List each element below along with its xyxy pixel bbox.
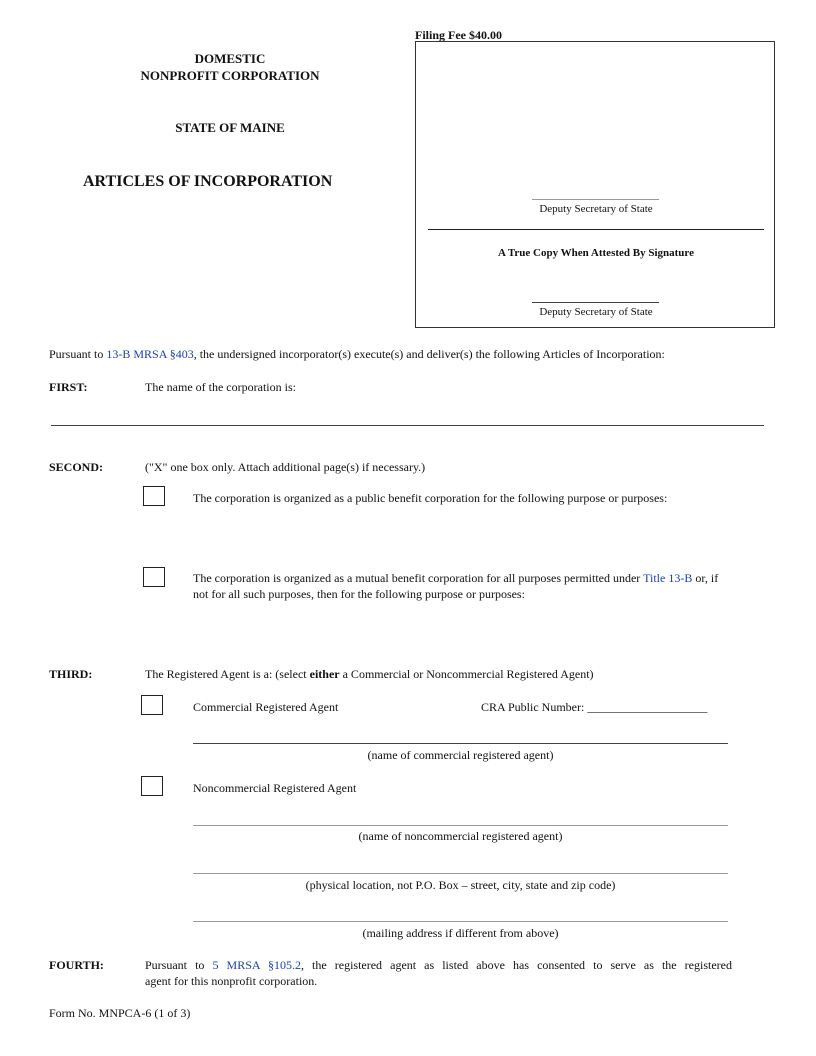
filing-fee: Filing Fee $40.00 [415, 28, 502, 42]
header-nonprofit-corporation: NONPROFIT CORPORATION [140, 68, 320, 83]
title-13b-link[interactable]: Title 13-B [643, 571, 693, 585]
first-label: FIRST: [49, 380, 88, 394]
cra-public-number-label: CRA Public Number: [481, 700, 588, 714]
intro-paragraph [49, 346, 665, 362]
noncommercial-agent-checkbox[interactable] [141, 776, 163, 796]
mutual-benefit-text-end: or, if [692, 571, 719, 585]
filing-stamp-box [415, 41, 775, 328]
third-instruction-either: either [309, 667, 340, 681]
first-text: The name of the corporation is: [145, 380, 296, 394]
signature-label-2: Deputy Secretary of State [539, 306, 653, 318]
second-instruction: ("X" one box only. Attach additional page(s) if necessary.) [145, 460, 426, 474]
second-label: SECOND: [49, 460, 104, 474]
third-instruction-end: a Commercial or Noncommercial Registered Agent) [339, 667, 594, 681]
box-divider [428, 229, 764, 230]
cra-public-number-field[interactable]: ____________________ [587, 700, 708, 714]
intro-prefix: Pursuant to [49, 347, 107, 361]
third-instruction-start: The Registered Agent is a: (select [145, 667, 310, 681]
signature-line-1 [532, 199, 659, 200]
mutual-benefit-text [193, 570, 718, 586]
page-title: ARTICLES OF INCORPORATION [83, 173, 333, 190]
third-instruction [145, 666, 594, 682]
mutual-benefit-text-line2: not for all such purposes, then for the following purpose or purposes: [193, 587, 525, 601]
noncommercial-agent-label: Noncommercial Registered Agent [193, 781, 357, 795]
attest-text: A True Copy When Attested By Signature [498, 247, 694, 259]
cra-public-number [481, 699, 707, 715]
fourth-text-end: , the registered agent as listed above has consented to serve as the registered [300, 958, 732, 972]
public-benefit-text: The corporation is organized as a public benefit corporation for the following purpose or purposes: [193, 491, 668, 505]
form-number: Form No. MNPCA-6 (1 of 3) [49, 1006, 191, 1020]
commercial-agent-checkbox[interactable] [141, 695, 163, 715]
signature-label-1: Deputy Secretary of State [539, 203, 653, 215]
physical-location-field[interactable] [193, 873, 728, 874]
commercial-agent-name-field[interactable] [193, 743, 728, 744]
signature-line-2 [532, 302, 659, 303]
third-label: THIRD: [49, 667, 93, 681]
noncommercial-agent-name-field[interactable] [193, 825, 728, 826]
noncommercial-agent-name-caption: (name of noncommercial registered agent) [358, 829, 563, 843]
statute-link-13b-403[interactable]: 13-B MRSA §403 [106, 347, 194, 361]
public-benefit-checkbox[interactable] [143, 486, 165, 506]
commercial-agent-name-caption: (name of commercial registered agent) [367, 748, 554, 762]
fourth-label: FOURTH: [49, 958, 104, 972]
intro-suffix: , the undersigned incorporator(s) execute(s) and deliver(s) the following Articles of Incorporation: [193, 347, 665, 361]
fourth-text-start: Pursuant to [145, 958, 213, 972]
fourth-text-line2: agent for this nonprofit corporation. [145, 974, 318, 988]
header-domestic: DOMESTIC [194, 51, 266, 66]
corporation-name-field[interactable] [51, 409, 764, 426]
physical-location-caption: (physical location, not P.O. Box – street, city, state and zip code) [305, 878, 616, 892]
statute-link-5-105-2[interactable]: 5 MRSA §105.2 [212, 958, 301, 972]
mailing-address-field[interactable] [193, 921, 728, 922]
header-state: STATE OF MAINE [175, 120, 285, 135]
fourth-text [145, 957, 732, 973]
mailing-address-caption: (mailing address if different from above) [362, 926, 559, 940]
mutual-benefit-text-start: The corporation is organized as a mutual benefit corporation for all purposes permitted under [193, 571, 644, 585]
commercial-agent-label: Commercial Registered Agent [193, 700, 339, 714]
mutual-benefit-checkbox[interactable] [143, 567, 165, 587]
